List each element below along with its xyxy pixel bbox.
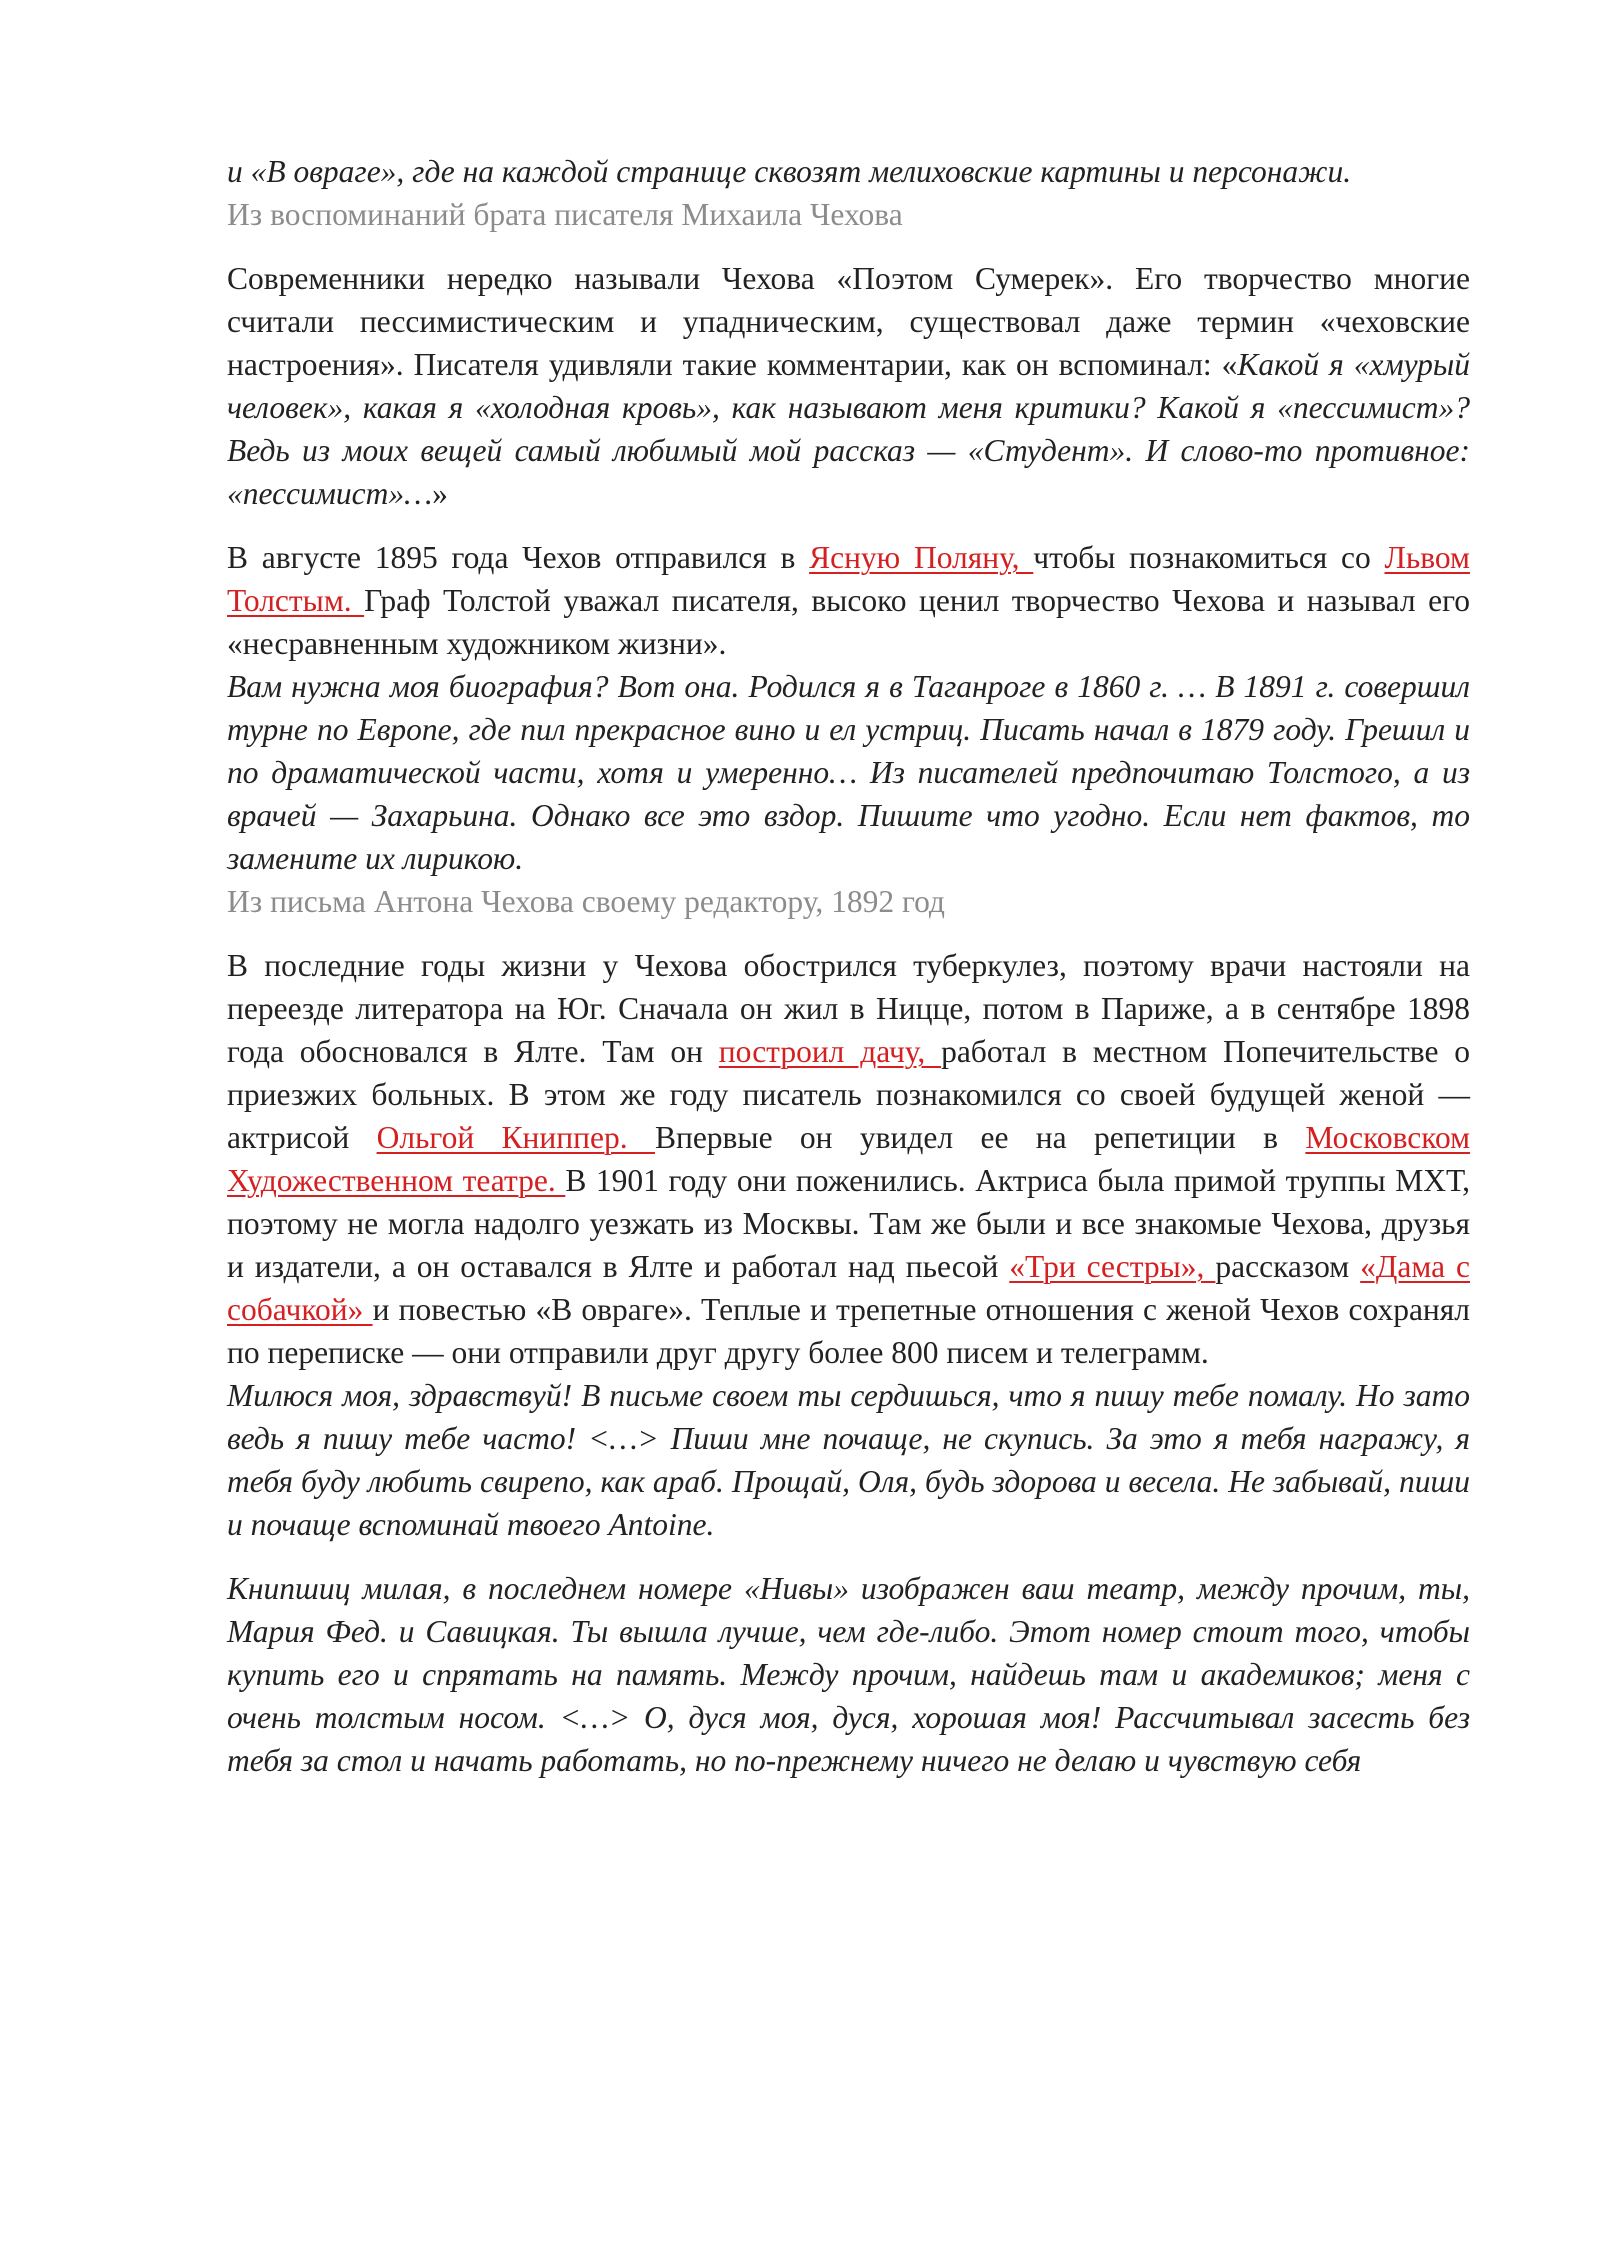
body-paragraph (227, 257, 1470, 515)
text-run: Современники нередко называли Чехова «Поэтом Сумерек». Его творчество многие считали пессимистическим и упадническим, существовал даже термин «чеховские настроения». Писателя удивляли такие комментарии, как он вспоминал: « (227, 261, 1470, 382)
text-run: Какой я «хмурый человек», какая я «холодная кровь», как называют меня критики? Какой я «пессимист»? Ведь из моих вещей самый любимый мой рассказ — «Студент». И слово-то противное: «пессимист»… (227, 347, 1470, 511)
text-run: В последние годы жизни у Чехова обострился туберкулез, поэтому врачи настояли на переезде литератора на Юг. Сначала он жил в Ницце, потом в Париже, а в сентябре 1898 года обосновался в Ялте. Там он (227, 948, 1470, 1069)
inline-link[interactable]: Львом Толстым. (227, 540, 1470, 618)
text-run: Граф Толстой уважал писателя, высоко ценил творчество Чехова и называл его «несравненным художником жизни». (227, 583, 1470, 661)
text-run: » (432, 476, 448, 511)
quote-paragraph (227, 1374, 1470, 1546)
text-run: Из письма Антона Чехова своему редактору, 1892 год (227, 884, 945, 919)
text-run: чтобы познакомиться со (1033, 540, 1385, 575)
inline-link[interactable]: построил дачу, (718, 1034, 942, 1069)
quote-paragraph (227, 1567, 1470, 1782)
document-body (227, 150, 1470, 1782)
inline-link[interactable]: Московском Художественном театре. (227, 1120, 1471, 1198)
text-run: Книпшиц милая, в последнем номере «Нивы» изображен ваш театр, между прочим, ты, Мария Фед. и Савицкая. Ты вышла лучше, чем где-либо. Этот номер стоит того, чтобы купить его и спрятать на память. Между прочим, найдешь там и академиков; меня с очень толстым носом. <…> О, дуся моя, дуся, хорошая моя! Рассчитывал засесть без тебя за стол и начать работать, но по-прежнему ничего не делаю и чувствую себя (227, 1571, 1470, 1778)
text-run: рассказом (1215, 1249, 1361, 1284)
text-run: Милюся моя, здравствуй! В письме своем ты сердишься, что я пишу тебе помалу. Но зато ведь я пишу тебе часто! <…> Пиши мне почаще, не скупись. За это я тебя награжу, я тебя буду любить свирепо, как араб. Прощай, Оля, будь здорова и весела. Не забывай, пиши и почаще вспоминай твоего Antoine. (227, 1378, 1470, 1542)
quote-source (227, 193, 1470, 236)
quote-paragraph (227, 150, 1470, 193)
text-run: Из воспоминаний брата писателя Михаила Чехова (227, 197, 903, 232)
text-run: Вам нужна моя биография? Вот она. Родился я в Таганроге в 1860 г. … В 1891 г. совершил турне по Европе, где пил прекрасное вино и ел устриц. Писать начал в 1879 году. Грешил и по драматической части, хотя и умеренно… Из писателей предпочитаю Толстого, а из врачей — Захарьина. Однако все это вздор. Пишите что угодно. Если нет фактов, то замените их лирикою. (227, 669, 1470, 876)
text-run: В 1901 году они поженились. Актриса была примой труппы МХТ, поэтому не могла надолго уезжать из Москвы. Там же были и все знакомые Чехова, друзья и издатели, а он оставался в Ялте и работал над пьесой (227, 1163, 1471, 1284)
text-run: и повестью «В овраге». Теплые и трепетные отношения с женой Чехов сохранял по переписке — они отправили друг другу более 800 писем и телеграмм. (227, 1292, 1470, 1370)
quote-source (227, 880, 1470, 923)
text-run: работал в местном Попечительстве о приезжих больных. В этом же году писатель познакомился со своей будущей женой — актрисой (227, 1034, 1470, 1155)
body-paragraph (227, 944, 1470, 1374)
inline-link[interactable]: Ольгой Книппер. (376, 1120, 655, 1155)
quote-paragraph (227, 665, 1470, 880)
body-paragraph (227, 536, 1470, 665)
text-run: Впервые он увидел ее на репетиции в (654, 1120, 1306, 1155)
text-run: и «В овраге», где на каждой странице сквозят мелиховские картины и персонажи. (227, 154, 1352, 189)
inline-link[interactable]: «Три сестры», (1009, 1249, 1216, 1284)
text-run: В августе 1895 года Чехов отправился в (227, 540, 810, 575)
inline-link[interactable]: Ясную Поляну, (809, 540, 1034, 575)
inline-link[interactable]: «Дама с собачкой» (227, 1249, 1470, 1327)
